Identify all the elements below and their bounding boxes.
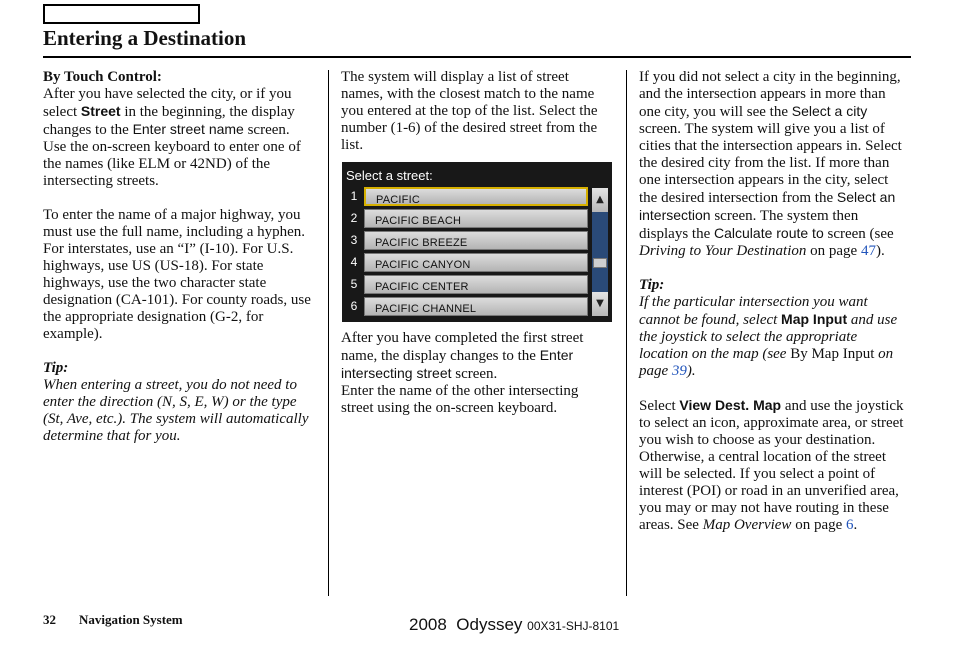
text: screen. Use the on-screen keyboard to enter one of the names (like ELM or 42ND) of the intersecting streets.: [43, 122, 301, 189]
ui-term-enter-street-name: Enter street name: [132, 121, 244, 137]
text: screen.: [451, 366, 498, 382]
column-2: [341, 69, 613, 417]
ui-term-enter-intersecting-street: Enter intersecting street: [341, 347, 574, 381]
street-label: PACIFIC BEACH: [375, 215, 462, 227]
street-row-6: [348, 297, 588, 316]
street-button-selected: [364, 187, 588, 206]
street-label: PACIFIC: [376, 194, 420, 206]
ui-term-map-input: Map Input: [781, 311, 848, 327]
street-button: [364, 231, 588, 250]
text: After you have selected the city, or if you select: [43, 86, 292, 120]
footer-section-name: Navigation System: [79, 612, 183, 627]
text: screen. The system then displays the: [639, 208, 859, 242]
page-link-6[interactable]: 6: [846, 517, 854, 533]
street-button: [364, 275, 588, 294]
street-row-1: [348, 187, 588, 206]
text: on page: [791, 517, 847, 533]
paragraph-highway-names: To enter the name of a major highway, you must use the full name, including a hyphen. For interstates, use an “I” (I-10). For U.S. highways, use US (US-18). For state highways, use the two character state designation (CA-101). For county roads, use the appropriate designation (G-2, for example).: [43, 207, 311, 342]
footer-model: [409, 615, 619, 635]
page-number: 32: [43, 612, 56, 627]
column-1: [43, 69, 315, 445]
text: screen (see: [823, 226, 894, 242]
text: and use the joystick to select the appropriate location on the map (see: [639, 312, 898, 362]
tip-label: Tip:: [639, 277, 665, 293]
row-number: 6: [350, 299, 358, 313]
text: If you did not select a city in the beginning, and the intersection appears in more than one city, you will see the: [639, 69, 901, 120]
street-button: [364, 253, 588, 272]
scroll-up-icon: ▲: [592, 188, 608, 212]
text: and use the joystick to select an icon, approximate area, or street you wish to choose as your destination. Otherwise, a central location of the street will be selected. If you select a point of interest (POI) or road in an unverified area, you may or may not have routing in these areas. See: [639, 398, 904, 533]
screen-title: Select a street:: [346, 168, 433, 183]
column-divider-1: [328, 70, 329, 596]
ui-term-select-a-city: Select a city: [791, 103, 868, 119]
page-title: Entering a Destination: [43, 26, 247, 50]
street-button: [364, 209, 588, 228]
text: screen. The system will give you a list of cities that the intersection appears in. Select the desired city from the list. If more than one intersection appears in the city, select the desired intersection from the: [639, 121, 902, 206]
ui-term-select-an-intersection: Select an intersection: [639, 189, 896, 223]
tip-label: Tip:: [43, 360, 69, 376]
scroll-down-icon: ▼: [592, 292, 608, 316]
page-link-47[interactable]: 47: [860, 243, 876, 259]
row-number: 5: [350, 277, 358, 291]
paragraph-view-dest-map: [639, 397, 909, 534]
paragraph-select-city: [639, 69, 909, 260]
street-row-2: [348, 209, 588, 228]
screen-scrollbar: [592, 188, 608, 316]
select-street-screenshot: [342, 162, 612, 322]
ui-term-view-dest-map: View Dest. Map: [679, 397, 782, 413]
header-tab-box: [43, 4, 200, 24]
tip-map-input: [639, 294, 909, 380]
ui-term-calculate-route-to: Calculate route to: [714, 225, 824, 241]
text: .: [853, 517, 858, 533]
column-3: [639, 69, 909, 534]
text: on page: [806, 243, 861, 259]
document-code: 00X31-SHJ-8101: [527, 619, 620, 633]
model-name: 2008 Odyssey: [409, 615, 523, 634]
street-label: PACIFIC CHANNEL: [375, 303, 477, 315]
reference-title: Driving to Your Destination: [639, 243, 807, 259]
street-label: PACIFIC CENTER: [375, 281, 469, 293]
text: Select: [639, 398, 680, 414]
street-label: PACIFIC CANYON: [375, 259, 471, 271]
street-row-5: [348, 275, 588, 294]
tip-text: When entering a street, you do not need to enter the direction (N, S, E, W) or the type (St, Ave, etc.). The system will automatically determine that for you.: [43, 377, 309, 444]
text: on page: [639, 346, 894, 379]
paragraph-street-entry: [43, 86, 315, 190]
text: After you have completed the first street name, the display changes to the: [341, 330, 584, 364]
row-number: 1: [350, 189, 358, 203]
ui-term-street: Street: [80, 103, 121, 119]
page-link-39[interactable]: 39: [671, 363, 687, 379]
reference-title: Map Overview: [702, 517, 792, 533]
row-number: 2: [350, 211, 358, 225]
text: ).: [686, 363, 696, 379]
title-rule: [43, 56, 911, 58]
row-number: 4: [350, 255, 358, 269]
text: ).: [875, 243, 885, 259]
street-row-3: [348, 231, 588, 250]
paragraph-street-list: The system will display a list of street names, with the closest match to the name you entered at the top of the list. Select the number (1-6) of the desired street from the list.: [341, 69, 598, 153]
street-button: [364, 297, 588, 316]
scroll-thumb: [593, 258, 607, 268]
column-divider-2: [626, 70, 627, 596]
reference-title: By Map Input: [790, 346, 875, 362]
section-heading: By Touch Control:: [43, 69, 162, 85]
paragraph-enter-other-street: Enter the name of the other intersecting street using the on-screen keyboard.: [341, 383, 579, 416]
street-row-4: [348, 253, 588, 272]
text: If the particular intersection you want cannot be found, select: [639, 294, 868, 328]
paragraph-after-first-street: [341, 330, 613, 383]
street-label: PACIFIC BREEZE: [375, 237, 468, 249]
text: in the beginning, the display changes to the: [43, 104, 295, 138]
row-number: 3: [350, 233, 358, 247]
